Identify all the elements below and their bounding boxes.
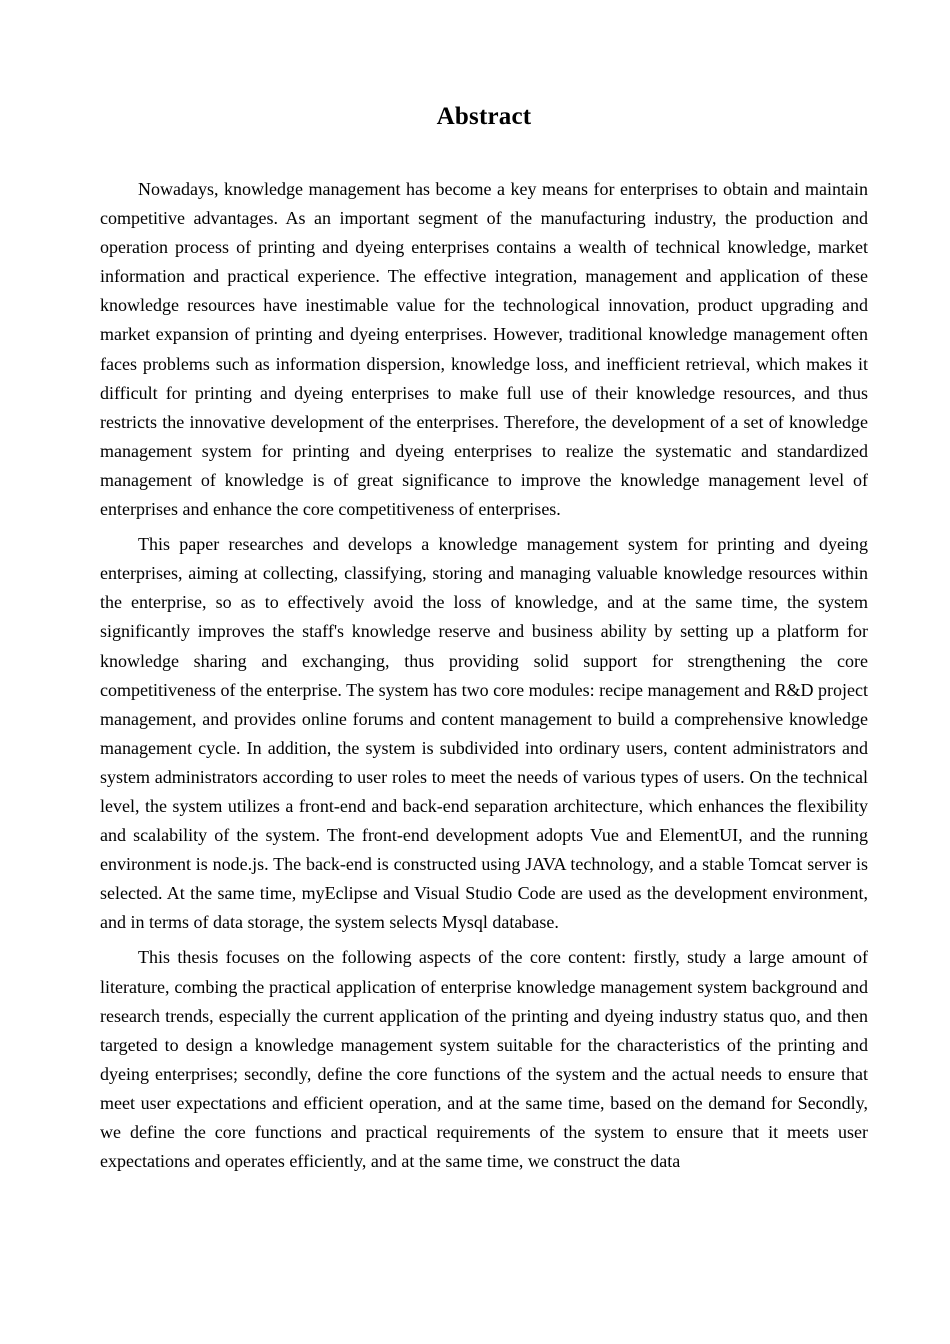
abstract-paragraph-2: This paper researches and develops a knowledge management system for printing and dyeing enterprises, aiming at collecting, classifying, storing and managing valuable knowledge resources within the enterprise, so as to effectively avoid the loss of knowledge, and at the same time, the system significantly improves the staff's knowledge reserve and business ability by setting up a platform for knowledge sharing and exchanging, thus providing solid support for strengthening the core competitiveness of the enterprise. The system has two core modules: recipe management and R&D project management, and provides online forums and content management to build a comprehensive knowledge management cycle. In addition, the system is subdivided into ordinary users, content administrators and system administrators according to user roles to meet the needs of various types of users. On the technical level, the system utilizes a front-end and back-end separation architecture, which enhances the flexibility and scalability of the system. The front-end development adopts Vue and ElementUI, and the running environment is node.js. The back-end is constructed using JAVA technology, and a stable Tomcat server is selected. At the same time, myEclipse and Visual Studio Code are used as the development environment, and in terms of data storage, the system selects Mysql database. [100, 534, 868, 933]
document-page [100, 0, 868, 1182]
abstract-title: Abstract [436, 103, 532, 130]
abstract-paragraph-1: Nowadays, knowledge management has become a key means for enterprises to obtain and maintain competitive advantages. As an important segment of the manufacturing industry, the production and operation process of printing and dyeing enterprises contains a wealth of technical knowledge, market information and practical experience. The effective integration, management and application of these knowledge resources have inestimable value for the technological innovation, product upgrading and market expansion of printing and dyeing enterprises. However, traditional knowledge management often faces problems such as information dispersion, knowledge loss, and inefficient retrieval, which makes it difficult for printing and dyeing enterprises to make full use of their knowledge resources, and thus restricts the innovative development of the enterprises. Therefore, the development of a set of knowledge management system for printing and dyeing enterprises to realize the systematic and standardized management of knowledge is of great significance to improve the knowledge management level of enterprises and enhance the core competitiveness of enterprises. [100, 179, 868, 520]
abstract-body [100, 175, 868, 1176]
abstract-paragraph-3: This thesis focuses on the following aspects of the core content: firstly, study a large amount of literature, combing the practical application of enterprise knowledge management system background and research trends, especially the current application of the printing and dyeing industry status quo, and then targeted to design a knowledge management system suitable for the characteristics of the printing and dyeing enterprises; secondly, define the core functions of the system and the actual needs to ensure that meet user expectations and efficient operation, and at the same time, based on the demand for Secondly, we define the core functions and practical requirements of the system to ensure that it meets user expectations and operates efficiently, and at the same time, we construct the data [100, 947, 868, 1172]
